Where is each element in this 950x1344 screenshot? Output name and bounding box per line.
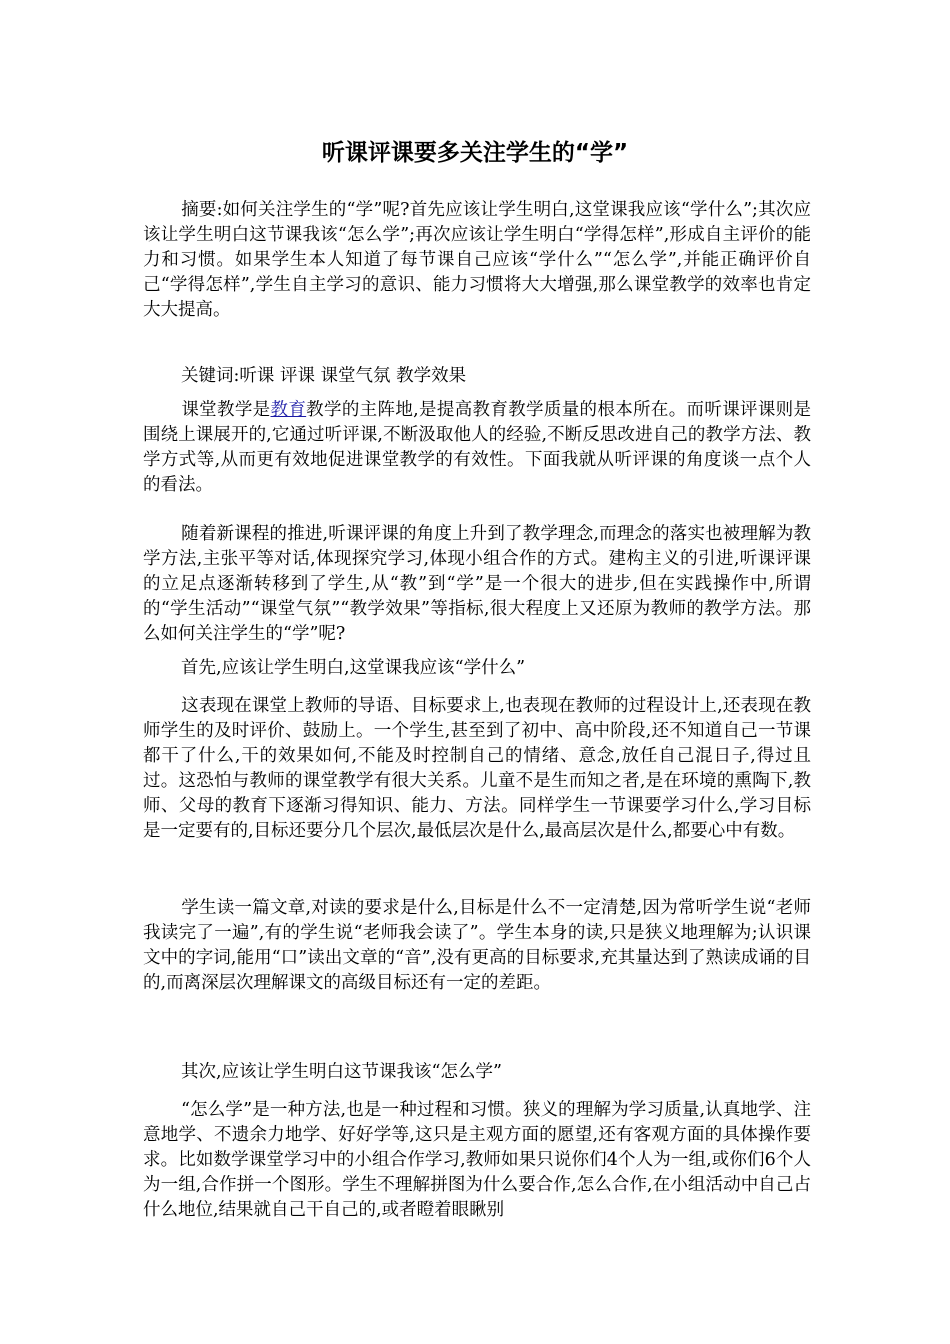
- abstract-paragraph: [143, 198, 811, 323]
- body-paragraph-4: [143, 896, 811, 996]
- body-paragraph-2: [143, 522, 811, 647]
- body-paragraph-5: [143, 1098, 811, 1223]
- education-link[interactable]: 教育: [270, 400, 307, 420]
- page-title: 听课评课要多关注学生的“学”: [321, 140, 629, 166]
- keywords-text: 关键词:听课 评课 课堂气氛 教学效果: [181, 366, 467, 386]
- paragraph-text: 学生读一篇文章,对读的要求是什么,目标是什么不一定清楚,因为常听学生说“老师我读完了一遍”,有的学生说“老师我会读了”。学生本身的读,只是狭义地理解为;认识课文中的字词,能用“口”读出文章的“音”,没有更高的目标要求,充其量达到了熟读成诵的目的,而离深层次理解课文的高级目标还有一定的差距。: [143, 898, 811, 993]
- body-paragraph-3: [143, 694, 811, 844]
- paragraph-text: 教学的主阵地,是提高教育教学质量的根本所在。而听课评课则是围绕上课展开的,它通过听评课,不断汲取他人的经验,不断反思改进自己的教学方法、教学方式等,从而更有效地促进课堂教学的有效性。下面我就从听评课的角度谈一点个人的看法。: [143, 400, 812, 495]
- heading-text: 其次,应该让学生明白这节课我该“怎么学”: [181, 1062, 502, 1082]
- keywords-paragraph: [143, 364, 811, 389]
- section-heading-1: [143, 656, 811, 681]
- paragraph-text: 这表现在课堂上教师的导语、目标要求上,也表现在教师的过程设计上,还表现在教师学生的及时评价、鼓励上。一个学生,甚至到了初中、高中阶段,还不知道自己一节课都干了什么,干的效果如何,不能及时控制自己的情绪、意念,放任自己混日子,得过且过。这恐怕与教师的课堂教学有很大关系。儿童不是生而知之者,是在环境的熏陶下,教师、父母的教育下逐渐习得知识、能力、方法。同样学生一节课要学习什么,学习目标是一定要有的,目标还要分几个层次,最低层次是什么,最高层次是什么,都要心中有数。: [143, 696, 811, 841]
- paragraph-text: 课堂教学是: [181, 400, 271, 420]
- abstract-text: 摘要:如何关注学生的“学”呢?首先应该让学生明白,这堂课我应该“学什么”;其次应该让学生明白这节课我该“怎么学”;再次应该让学生明白“学得怎样”,形成自主评价的能力和习惯。如果学生本人知道了每节课自己应该“学什么”“怎么学”,并能正确评价自己“学得怎样”,学生自主学习的意识、能力习惯将大大增强,那么课堂教学的效率也肯定大大提高。: [143, 200, 811, 320]
- section-heading-2: [143, 1060, 811, 1085]
- paragraph-text: 随着新课程的推进,听课评课的角度上升到了教学理念,而理念的落实也被理解为教学方法,主张平等对话,体现探究学习,体现小组合作的方式。建构主义的引进,听课评课的立足点逐渐转移到了学生,从“教”到“学”是一个很大的进步,但在实践操作中,所谓的“学生活动”“课堂气氛”“教学效果”等指标,很大程度上又还原为教师的教学方法。那么如何关注学生的“学”呢?: [143, 524, 811, 644]
- body-paragraph-1: [143, 398, 811, 498]
- heading-text: 首先,应该让学生明白,这堂课我应该“学什么”: [181, 658, 526, 678]
- paragraph-text: “怎么学”是一种方法,也是一种过程和习惯。狭义的理解为学习质量,认真地学、注意地学、不遗余力地学、好好学等,这只是主观方面的愿望,还有客观方面的具体操作要求。比如数学课堂学习中的小组合作学习,教师如果只说你们4个人为一组,或你们6个人为一组,合作拼一个图形。学生不理解拼图为什么要合作,怎么合作,在小组活动中自己占什么地位,结果就自己干自己的,或者瞪着眼瞅别: [143, 1100, 811, 1220]
